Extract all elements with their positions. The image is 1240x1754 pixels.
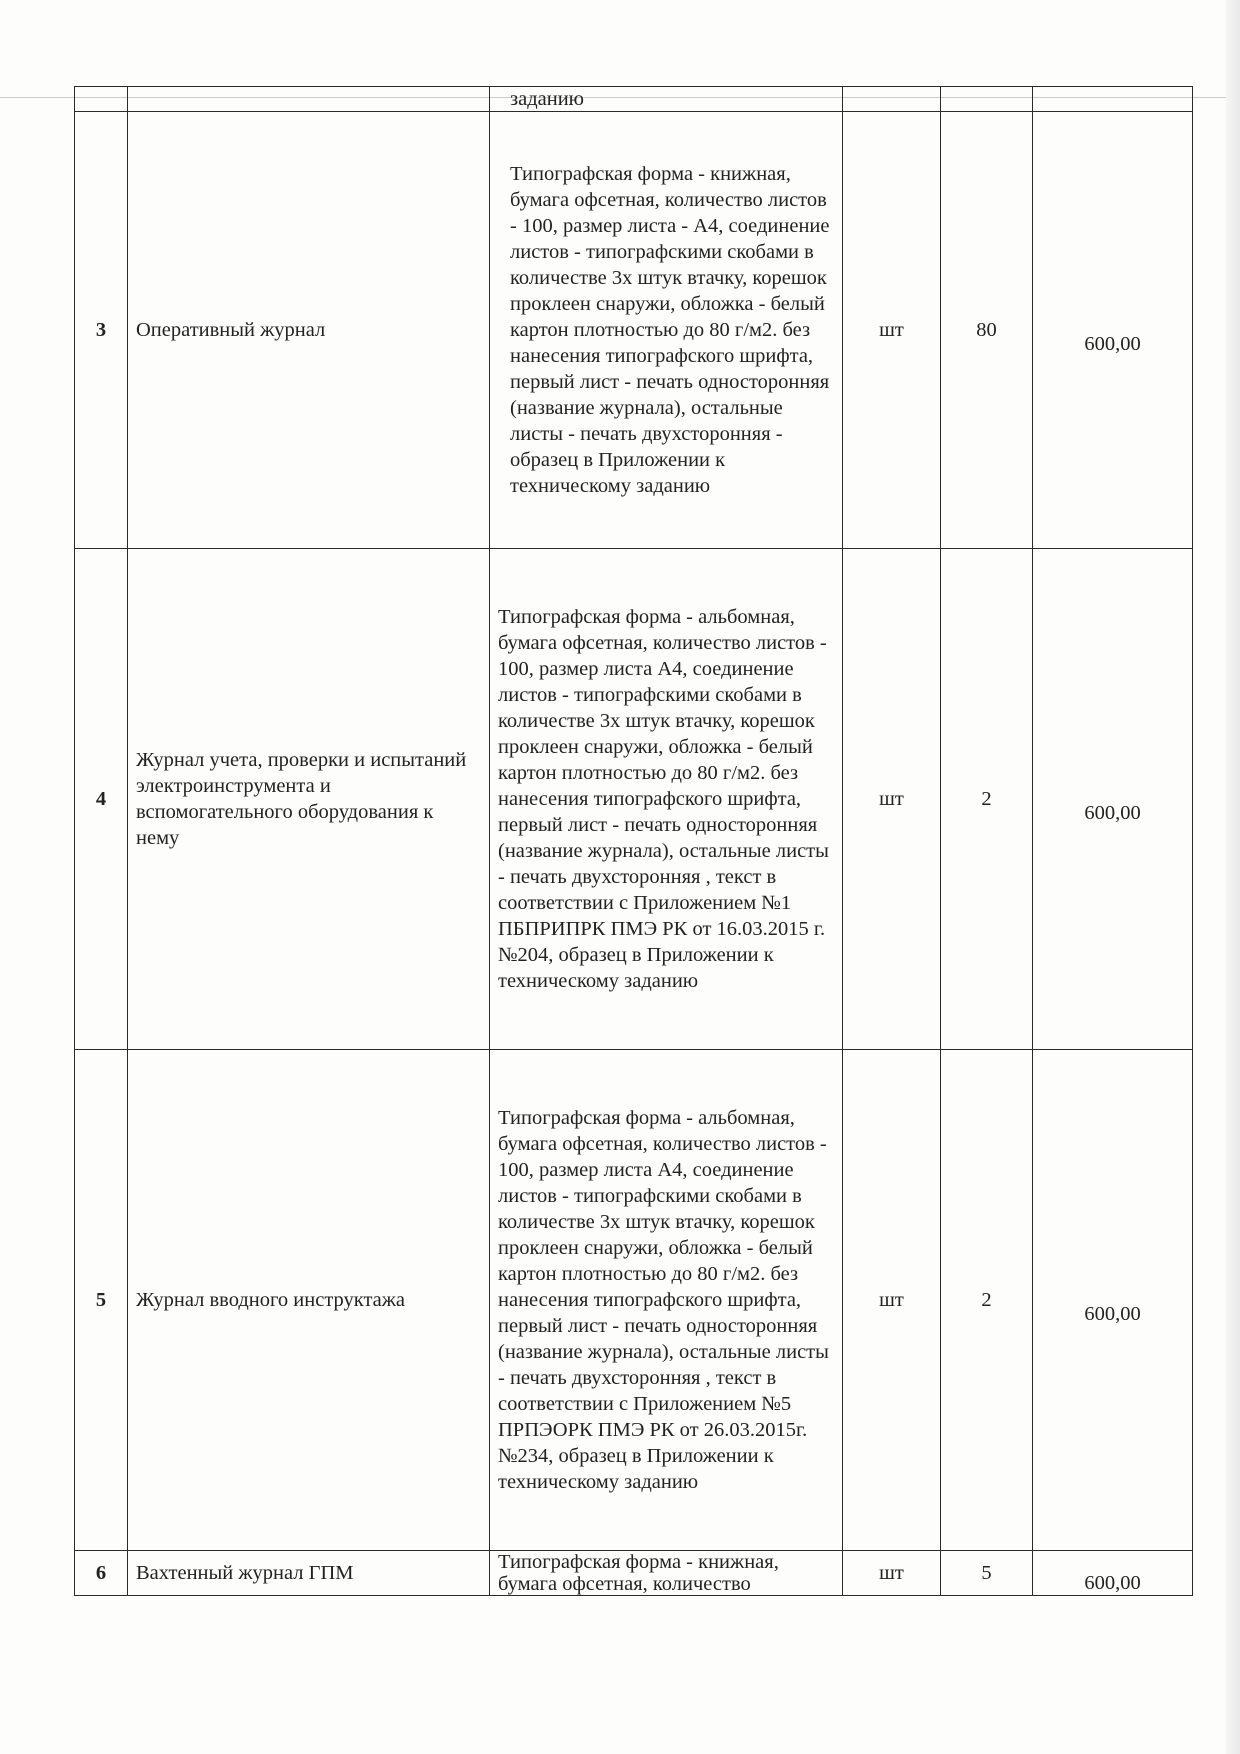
item-quantity: 2 bbox=[941, 549, 1033, 1050]
scan-edge bbox=[1226, 0, 1240, 1754]
item-quantity: 2 bbox=[941, 1050, 1033, 1551]
item-quantity: 80 bbox=[941, 112, 1033, 549]
row-number bbox=[75, 87, 128, 112]
item-price-value: 600,00 bbox=[1084, 802, 1141, 824]
item-price-value: 600,00 bbox=[1084, 1303, 1141, 1325]
row-number: 5 bbox=[75, 1050, 128, 1551]
table-row bbox=[75, 87, 1193, 112]
table-row bbox=[75, 1551, 1193, 1596]
item-description: заданию bbox=[490, 87, 843, 112]
item-price-value: 600,00 bbox=[1084, 333, 1141, 355]
item-price bbox=[1033, 112, 1193, 549]
item-unit: шт bbox=[843, 549, 941, 1050]
item-description: Типографская форма - книжная, бумага офсетная, количество bbox=[490, 1551, 843, 1596]
item-price bbox=[1033, 1050, 1193, 1551]
item-unit: шт bbox=[843, 1050, 941, 1551]
item-quantity bbox=[941, 87, 1033, 112]
item-unit: шт bbox=[843, 112, 941, 549]
row-number: 3 bbox=[75, 112, 128, 549]
row-number: 4 bbox=[75, 549, 128, 1050]
table-row bbox=[75, 549, 1193, 1050]
item-price bbox=[1033, 549, 1193, 1050]
row-number: 6 bbox=[75, 1551, 128, 1596]
item-name: Оперативный журнал bbox=[128, 112, 490, 549]
table-row bbox=[75, 1050, 1193, 1551]
item-quantity: 5 bbox=[941, 1551, 1033, 1596]
item-description: Типографская форма - альбомная, бумага офсетная, количество листов - 100, размер листа А4, соединение листов - типографскими скобами в количестве 3х штук втачку, корешок проклеен снаружи, обложка - белый картон плотностью до 80 г/м2. без нанесения типографского шрифта, первый лист - печать односторонняя (название журнала), остальные листы - печать двухсторонняя , текст в соответствии с Приложением №5 ПРПЭОРК ПМЭ РК от 26.03.2015г. №234, образец в Приложении к техническому заданию bbox=[490, 1050, 843, 1551]
item-name bbox=[128, 87, 490, 112]
item-name: Вахтенный журнал ГПМ bbox=[128, 1551, 490, 1596]
item-price bbox=[1033, 87, 1193, 112]
item-name: Журнал учета, проверки и испытаний электроинструмента и вспомогательного оборудования к нему bbox=[128, 549, 490, 1050]
table-row bbox=[75, 112, 1193, 549]
item-unit bbox=[843, 87, 941, 112]
item-price-value: 600,00 bbox=[1084, 1572, 1141, 1594]
item-description: Типографская форма - книжная, бумага офсетная, количество листов - 100, размер листа - А4, соединение листов - типографскими скобами в количестве 3х штук втачку, корешок проклеен снаружи, обложка - белый картон плотностью до 80 г/м2. без нанесения типографского шрифта, первый лист - печать односторонняя (название журнала), остальные листы - печать двухсторонняя - образец в Приложении к техническому заданию bbox=[490, 112, 843, 549]
specification-table bbox=[74, 86, 1193, 1596]
item-unit: шт bbox=[843, 1551, 941, 1596]
item-description: Типографская форма - альбомная, бумага офсетная, количество листов - 100, размер листа А4, соединение листов - типографскими скобами в количестве 3х штук втачку, корешок проклеен снаружи, обложка - белый картон плотностью до 80 г/м2. без нанесения типографского шрифта, первый лист - печать односторонняя (название журнала), остальные листы - печать двухсторонняя , текст в соответствии с Приложением №1 ПБПРИПРК ПМЭ РК от 16.03.2015 г. №204, образец в Приложении к техническому заданию bbox=[490, 549, 843, 1050]
item-name: Журнал вводного инструктажа bbox=[128, 1050, 490, 1551]
item-price bbox=[1033, 1551, 1193, 1596]
